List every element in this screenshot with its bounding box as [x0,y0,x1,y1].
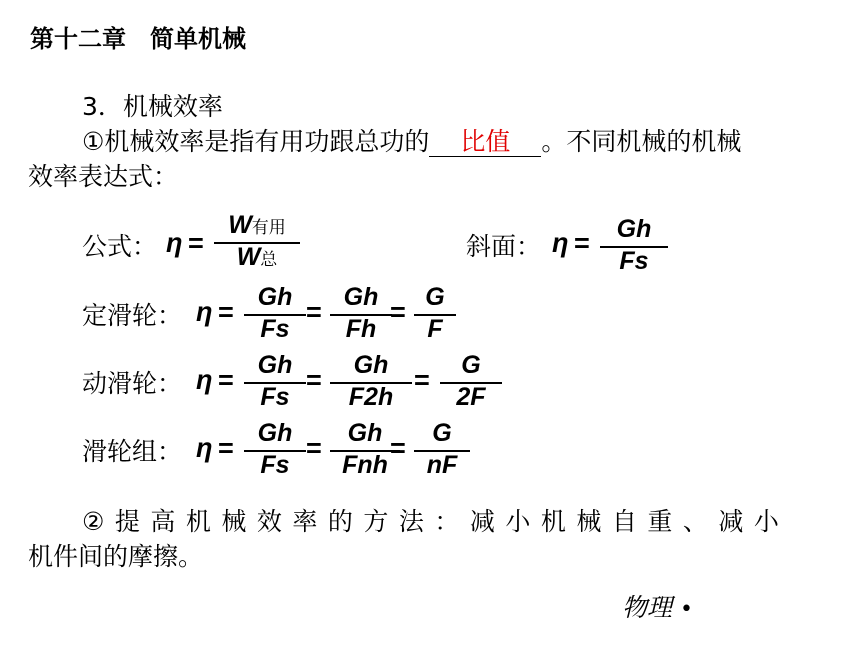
chapter-title: 第十二章 简单机械 [30,25,246,53]
fraction-numerator: Gh [347,419,383,447]
fraction-numerator: Gh [257,351,293,379]
eta-symbol: η [196,433,213,463]
eta-symbol: η [166,228,183,258]
fraction-denominator: nF [426,451,458,479]
answer-blank: 比值 [429,128,541,157]
fraction [330,284,392,348]
fraction [244,352,306,416]
fraction-denominator: 2F [456,383,486,411]
fraction [214,212,300,276]
equals-sign: = [574,228,590,258]
fraction [330,352,412,416]
subject-label: 物理 [622,593,673,622]
fraction-numerator: G [461,351,481,379]
eta-symbol: η [196,365,213,395]
formula-label: 公式： [82,232,158,261]
footer-dot: • [679,597,693,622]
point1-line2: 效率表达式： [28,162,179,191]
fraction-denominator: W总 [236,243,278,271]
fraction-denominator: F [427,315,443,343]
formula-label: 滑轮组： [82,437,183,466]
fraction-denominator: Fs [619,247,649,275]
fraction-denominator: Fs [260,383,290,411]
formula-label: 定滑轮： [82,301,183,330]
footer-subject [622,588,693,624]
fraction [244,420,306,484]
formula-label: 斜面： [466,232,542,261]
fraction-numerator: Gh [257,283,293,311]
fraction [414,420,470,484]
equals-sign: = [306,433,322,463]
fraction [600,216,668,280]
equals-sign: = [306,297,322,327]
equals-sign: = [218,297,234,327]
point2-line2: 机件间的摩擦。 [28,542,204,571]
fraction-numerator: W有用 [228,211,286,239]
fraction-denominator: Fh [345,315,377,343]
equals-sign: = [188,228,204,258]
fraction-denominator: Fs [260,315,290,343]
formula-label: 动滑轮： [82,369,183,398]
equals-sign: = [306,365,322,395]
equals-sign: = [390,297,406,327]
equals-sign: = [390,433,406,463]
eta-symbol: η [552,228,569,258]
point2-line1: ②提高机械效率的方法：减小机械自重、减小 [82,507,790,536]
fraction-numerator: Gh [353,351,389,379]
point1-text-before: ①机械效率是指有用功跟总功的 [82,127,430,156]
eta-symbol: η [196,297,213,327]
fraction [244,284,306,348]
fraction-numerator: G [432,419,452,447]
equals-sign: = [414,365,430,395]
fraction-denominator: F2h [348,383,394,411]
section-heading: 3．机械效率 [82,92,223,121]
fraction-numerator: Gh [343,283,379,311]
equals-sign: = [218,365,234,395]
fraction-denominator: Fs [260,451,290,479]
fraction-numerator: G [425,283,445,311]
fraction-numerator: Gh [616,215,652,243]
fraction-denominator: Fnh [342,451,388,479]
point1-line1 [82,125,741,159]
point1-text-after: 。不同机械的机械 [541,127,742,156]
equals-sign: = [218,433,234,463]
fraction [414,284,456,348]
fraction [440,352,502,416]
fraction-numerator: Gh [257,419,293,447]
